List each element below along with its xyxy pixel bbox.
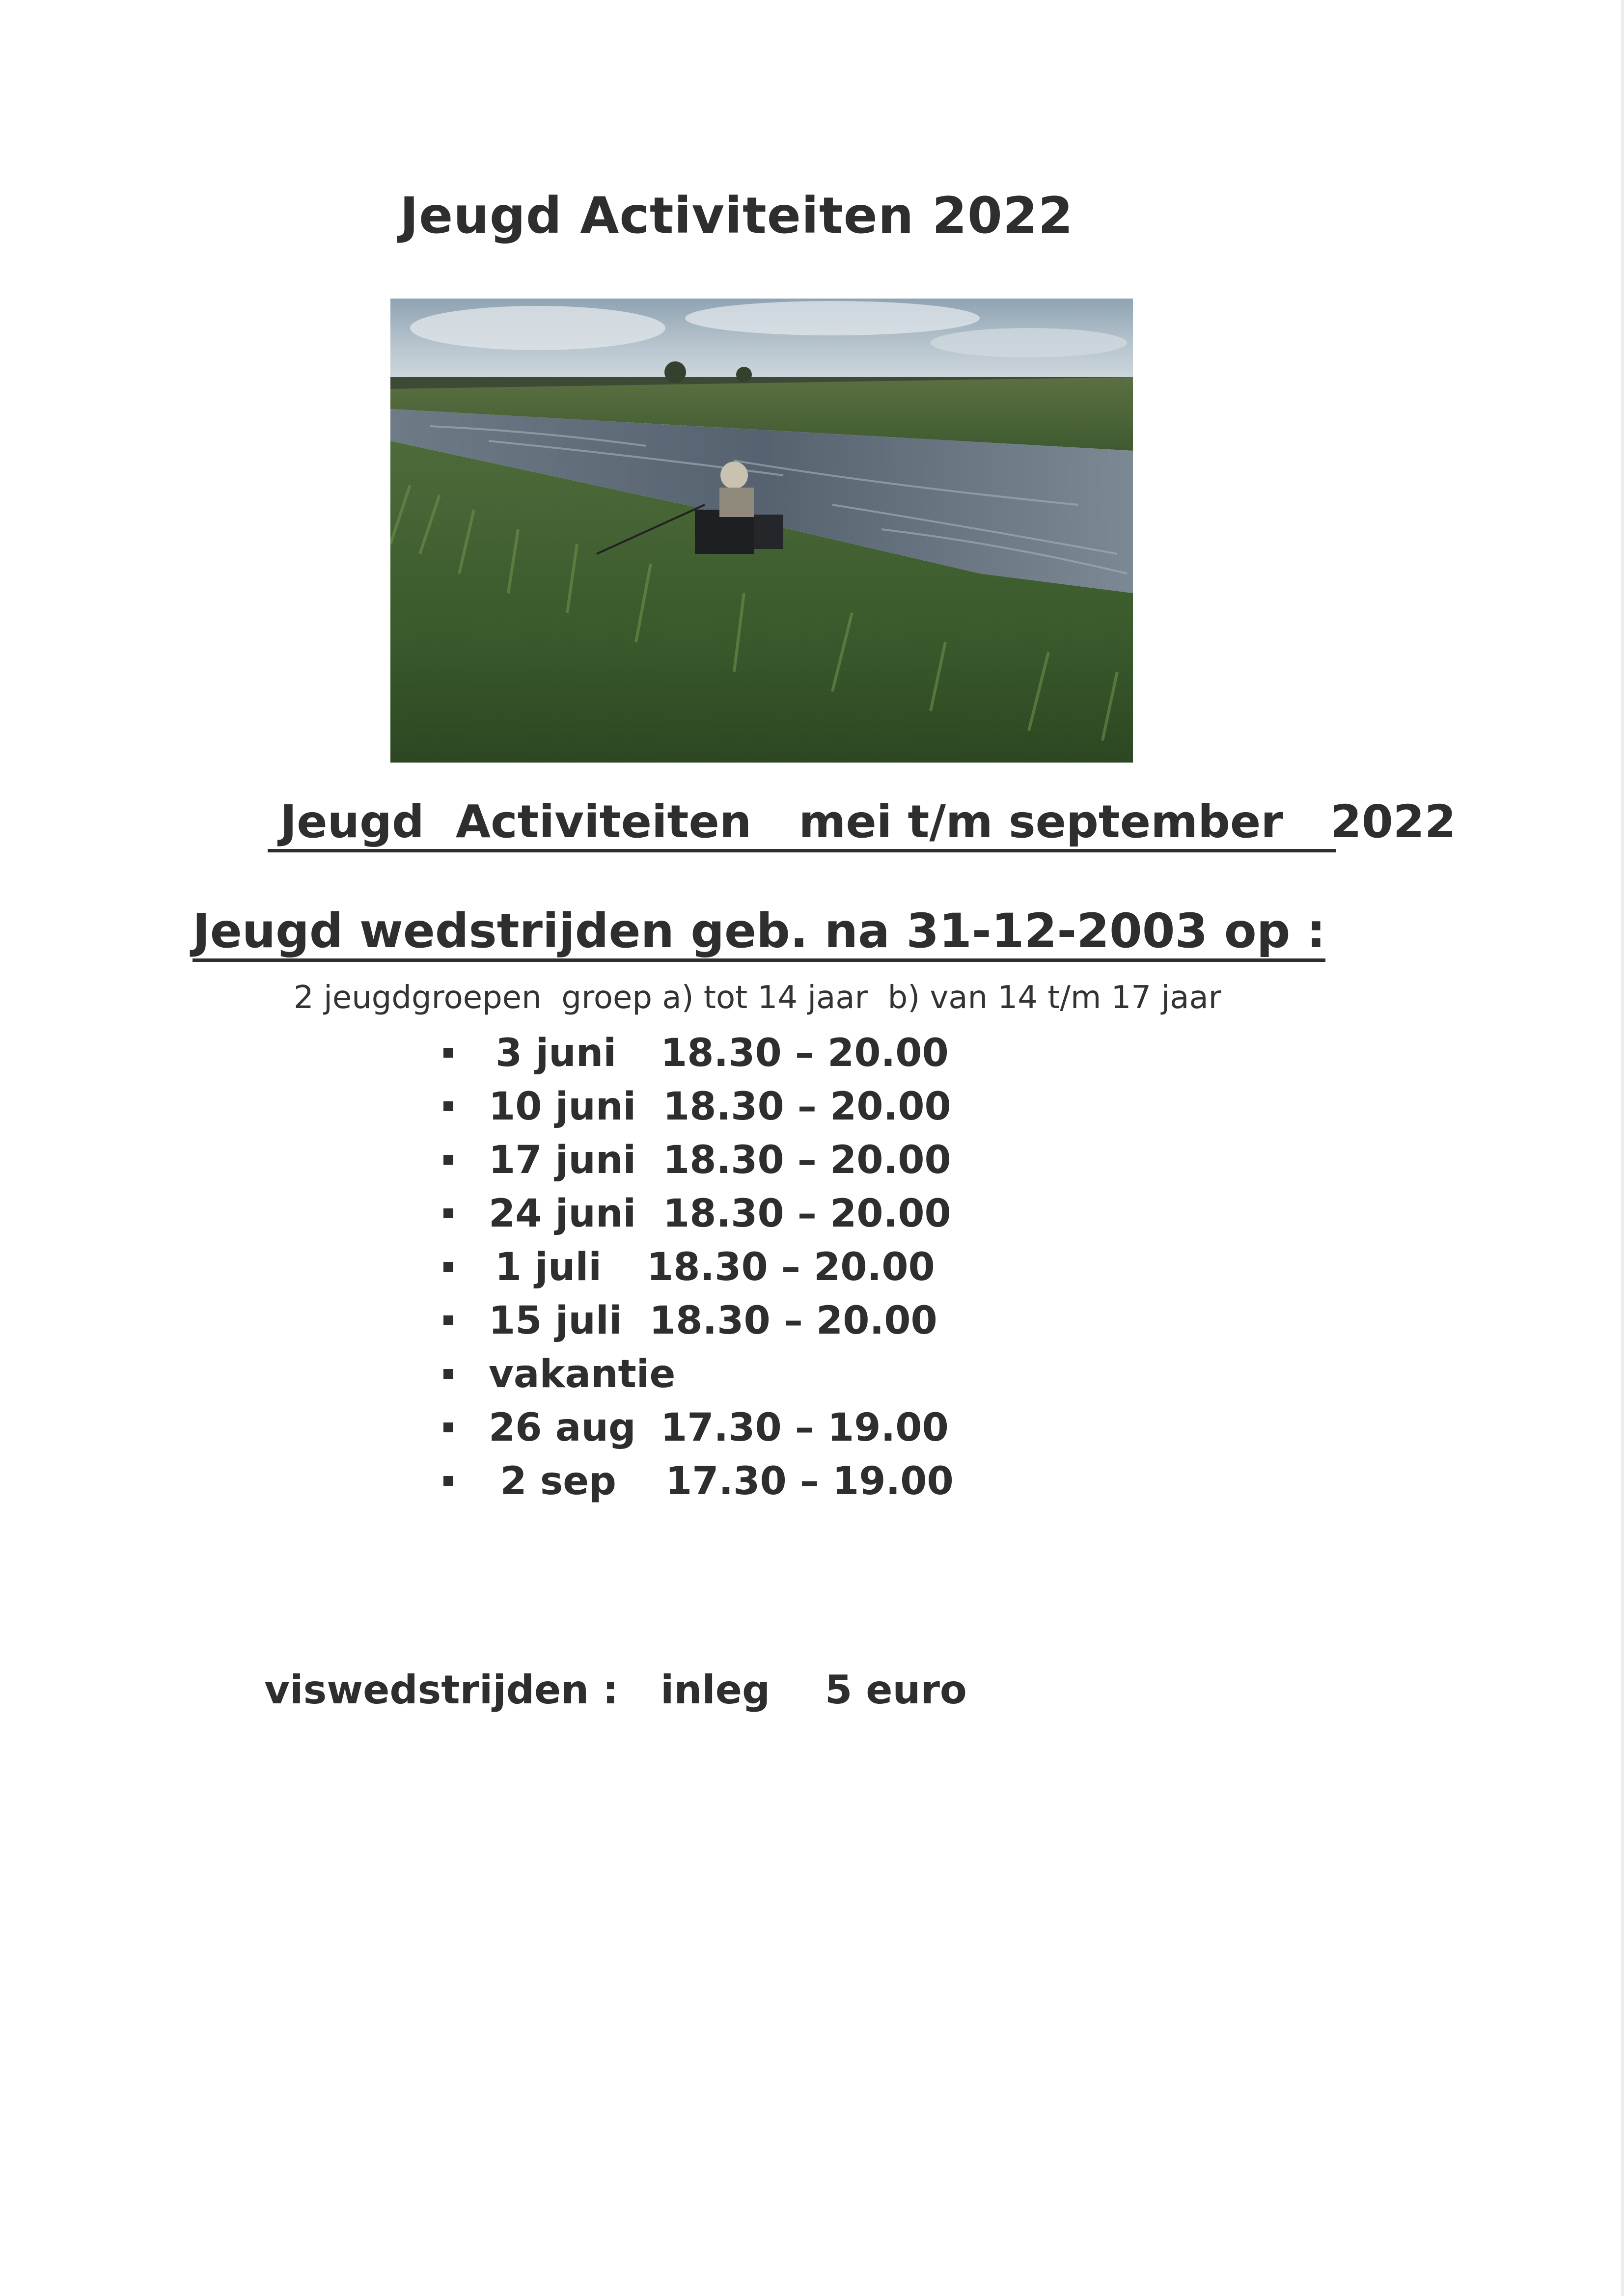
page-title: Jeugd Activiteiten 2022	[400, 187, 1073, 245]
schedule-item	[435, 1299, 937, 1352]
schedule-list	[435, 1031, 954, 1513]
schedule-item	[435, 1192, 951, 1245]
bullet-icon	[443, 1208, 453, 1218]
bullet-icon	[443, 1315, 453, 1325]
schedule-time: 18.30 – 20.00	[649, 1299, 937, 1343]
bullet-icon	[443, 1262, 453, 1272]
schedule-time: 18.30 – 20.00	[647, 1245, 935, 1289]
landscape-photo-icon	[390, 299, 1133, 763]
schedule-date: 17 juni	[489, 1138, 636, 1182]
bullet-icon	[443, 1422, 453, 1432]
schedule-item	[435, 1406, 949, 1459]
section-subtitle: Jeugd Activiteiten mei t/m september 2022	[268, 795, 1336, 852]
schedule-date: 1 juli	[495, 1245, 602, 1289]
fee-value: inleg 5 euro	[661, 1667, 967, 1713]
schedule-item	[435, 1085, 951, 1138]
schedule-time: 18.30 – 20.00	[661, 1031, 949, 1075]
age-groups-text: 2 jeugdgroepen groep a) tot 14 jaar b) van 14 t/m 17 jaar	[294, 980, 1221, 1016]
bullet-icon	[443, 1155, 453, 1165]
canal-photo	[390, 299, 1133, 763]
schedule-time: 17.30 – 19.00	[665, 1459, 954, 1503]
bullet-icon	[443, 1048, 453, 1058]
schedule-date: 26 aug	[489, 1406, 636, 1450]
schedule-date: 3 juni	[495, 1031, 616, 1075]
fee-label: viswedstrijden :	[264, 1667, 619, 1713]
bullet-icon	[443, 1369, 453, 1379]
schedule-time: 18.30 – 20.00	[663, 1085, 951, 1129]
bullet-icon	[443, 1101, 453, 1111]
schedule-item	[435, 1459, 954, 1513]
schedule-item	[435, 1031, 949, 1085]
schedule-time: 18.30 – 20.00	[663, 1138, 951, 1182]
schedule-item	[435, 1352, 676, 1406]
page-edge	[1621, 0, 1624, 2296]
schedule-item	[435, 1138, 951, 1192]
schedule-date: 10 juni	[489, 1085, 636, 1129]
schedule-date: 2 sep	[500, 1459, 616, 1503]
schedule-date: 24 juni	[489, 1192, 636, 1236]
schedule-time: 18.30 – 20.00	[663, 1192, 951, 1236]
schedule-item	[435, 1245, 935, 1299]
bullet-icon	[443, 1476, 453, 1486]
schedule-date: vakantie	[489, 1352, 676, 1396]
competition-heading: Jeugd wedstrijden geb. na 31-12-2003 op :	[193, 903, 1325, 962]
schedule-date: 15 juli	[489, 1299, 622, 1343]
schedule-time: 17.30 – 19.00	[661, 1406, 949, 1450]
